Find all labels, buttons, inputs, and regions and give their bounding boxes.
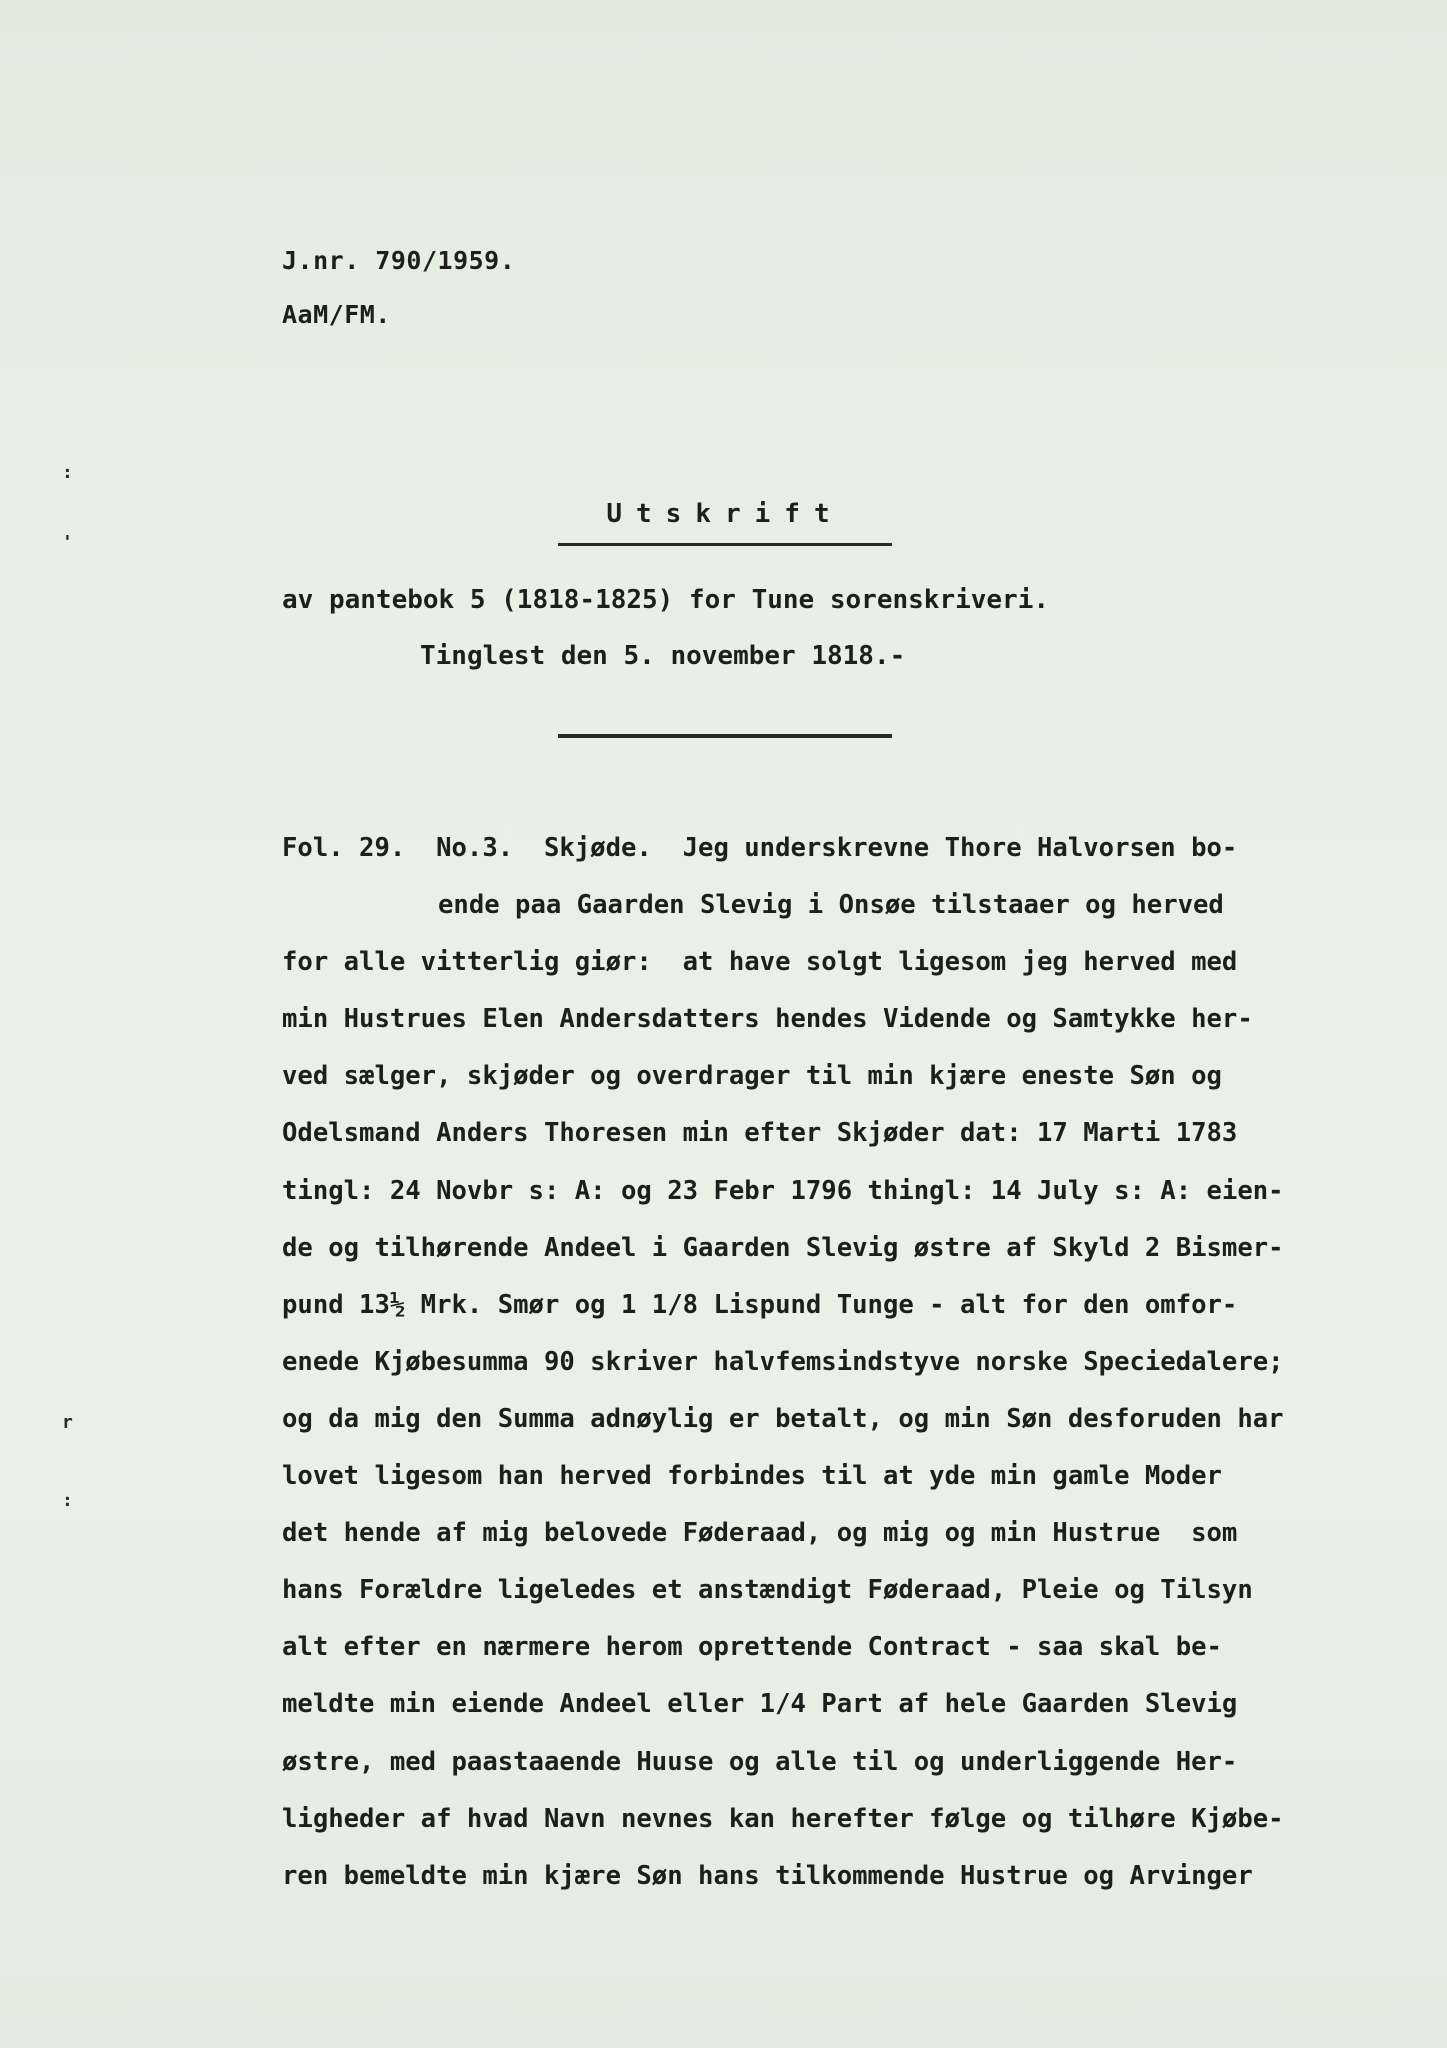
body-line: ved sælger, skjøder og overdrager til min kjære eneste Søn og bbox=[282, 1061, 1222, 1092]
title-underline bbox=[558, 543, 892, 546]
body-line: min Hustrues Elen Andersdatters hendes Vidende og Samtykke her- bbox=[282, 1004, 1253, 1035]
transcript-body bbox=[282, 820, 1412, 1905]
subtitle: av pantebok 5 (1818-1825) for Tune sorenskriveri. bbox=[282, 585, 1050, 615]
margin-mark: : bbox=[62, 462, 73, 483]
body-line: østre, med paastaaende Huuse og alle til og underliggende Her- bbox=[282, 1746, 1238, 1777]
body-line: hans Forældre ligeledes et anstændigt Føderaad, Pleie og Tilsyn bbox=[282, 1575, 1253, 1606]
body-line: ligheder af hvad Navn nevnes kan herefter følge og tilhøre Kjøbe- bbox=[282, 1803, 1284, 1834]
body-line: Odelsmand Anders Thoresen min efter Skjøder dat: 17 Marti 1783 bbox=[282, 1118, 1238, 1149]
body-line: for alle vitterlig giør: at have solgt ligesom jeg herved med bbox=[282, 947, 1238, 978]
body-line: lovet ligesom han herved forbindes til at yde min gamle Moder bbox=[282, 1461, 1222, 1492]
body-line: meldte min eiende Andeel eller 1/4 Part af hele Gaarden Slevig bbox=[282, 1689, 1238, 1720]
body-line: ende paa Gaarden Slevig i Onsøe tilstaaer og herved bbox=[438, 890, 1224, 921]
body-line: Fol. 29. No.3. Skjøde. Jeg underskrevne Thore Halvorsen bo- bbox=[282, 833, 1238, 863]
body-line: ren bemeldte min kjære Søn hans tilkommende Hustrue og Arvinger bbox=[282, 1860, 1253, 1891]
body-line: enede Kjøbesumma 90 skriver halvfemsindstyve norske Speciedalere; bbox=[282, 1346, 1284, 1377]
margin-mark: ' bbox=[62, 532, 73, 553]
body-line: det hende af mig belovede Føderaad, og mig og min Hustrue som bbox=[282, 1518, 1238, 1549]
body-line: alt efter en nærmere herom oprettende Contract - saa skal be- bbox=[282, 1632, 1222, 1663]
margin-mark: r bbox=[62, 1412, 73, 1433]
margin-mark: : bbox=[62, 1490, 73, 1511]
document-title: Utskrift bbox=[606, 499, 844, 529]
body-line: pund 13½ Mrk. Smør og 1 1/8 Lispund Tunge - alt for den omfor- bbox=[282, 1289, 1238, 1320]
body-line: og da mig den Summa adnøylig er betalt, og min Søn desforuden har bbox=[282, 1403, 1284, 1434]
body-line: de og tilhørende Andeel i Gaarden Slevig østre af Skyld 2 Bismer- bbox=[282, 1232, 1284, 1263]
section-divider bbox=[558, 734, 892, 738]
initials: AaM/FM. bbox=[282, 300, 391, 329]
journal-number: J.nr. 790/1959. bbox=[282, 246, 516, 275]
body-line: tingl: 24 Novbr s: A: og 23 Febr 1796 thingl: 14 July s: A: eien- bbox=[282, 1175, 1284, 1206]
subtitle-date: Tinglest den 5. november 1818.- bbox=[420, 641, 906, 671]
